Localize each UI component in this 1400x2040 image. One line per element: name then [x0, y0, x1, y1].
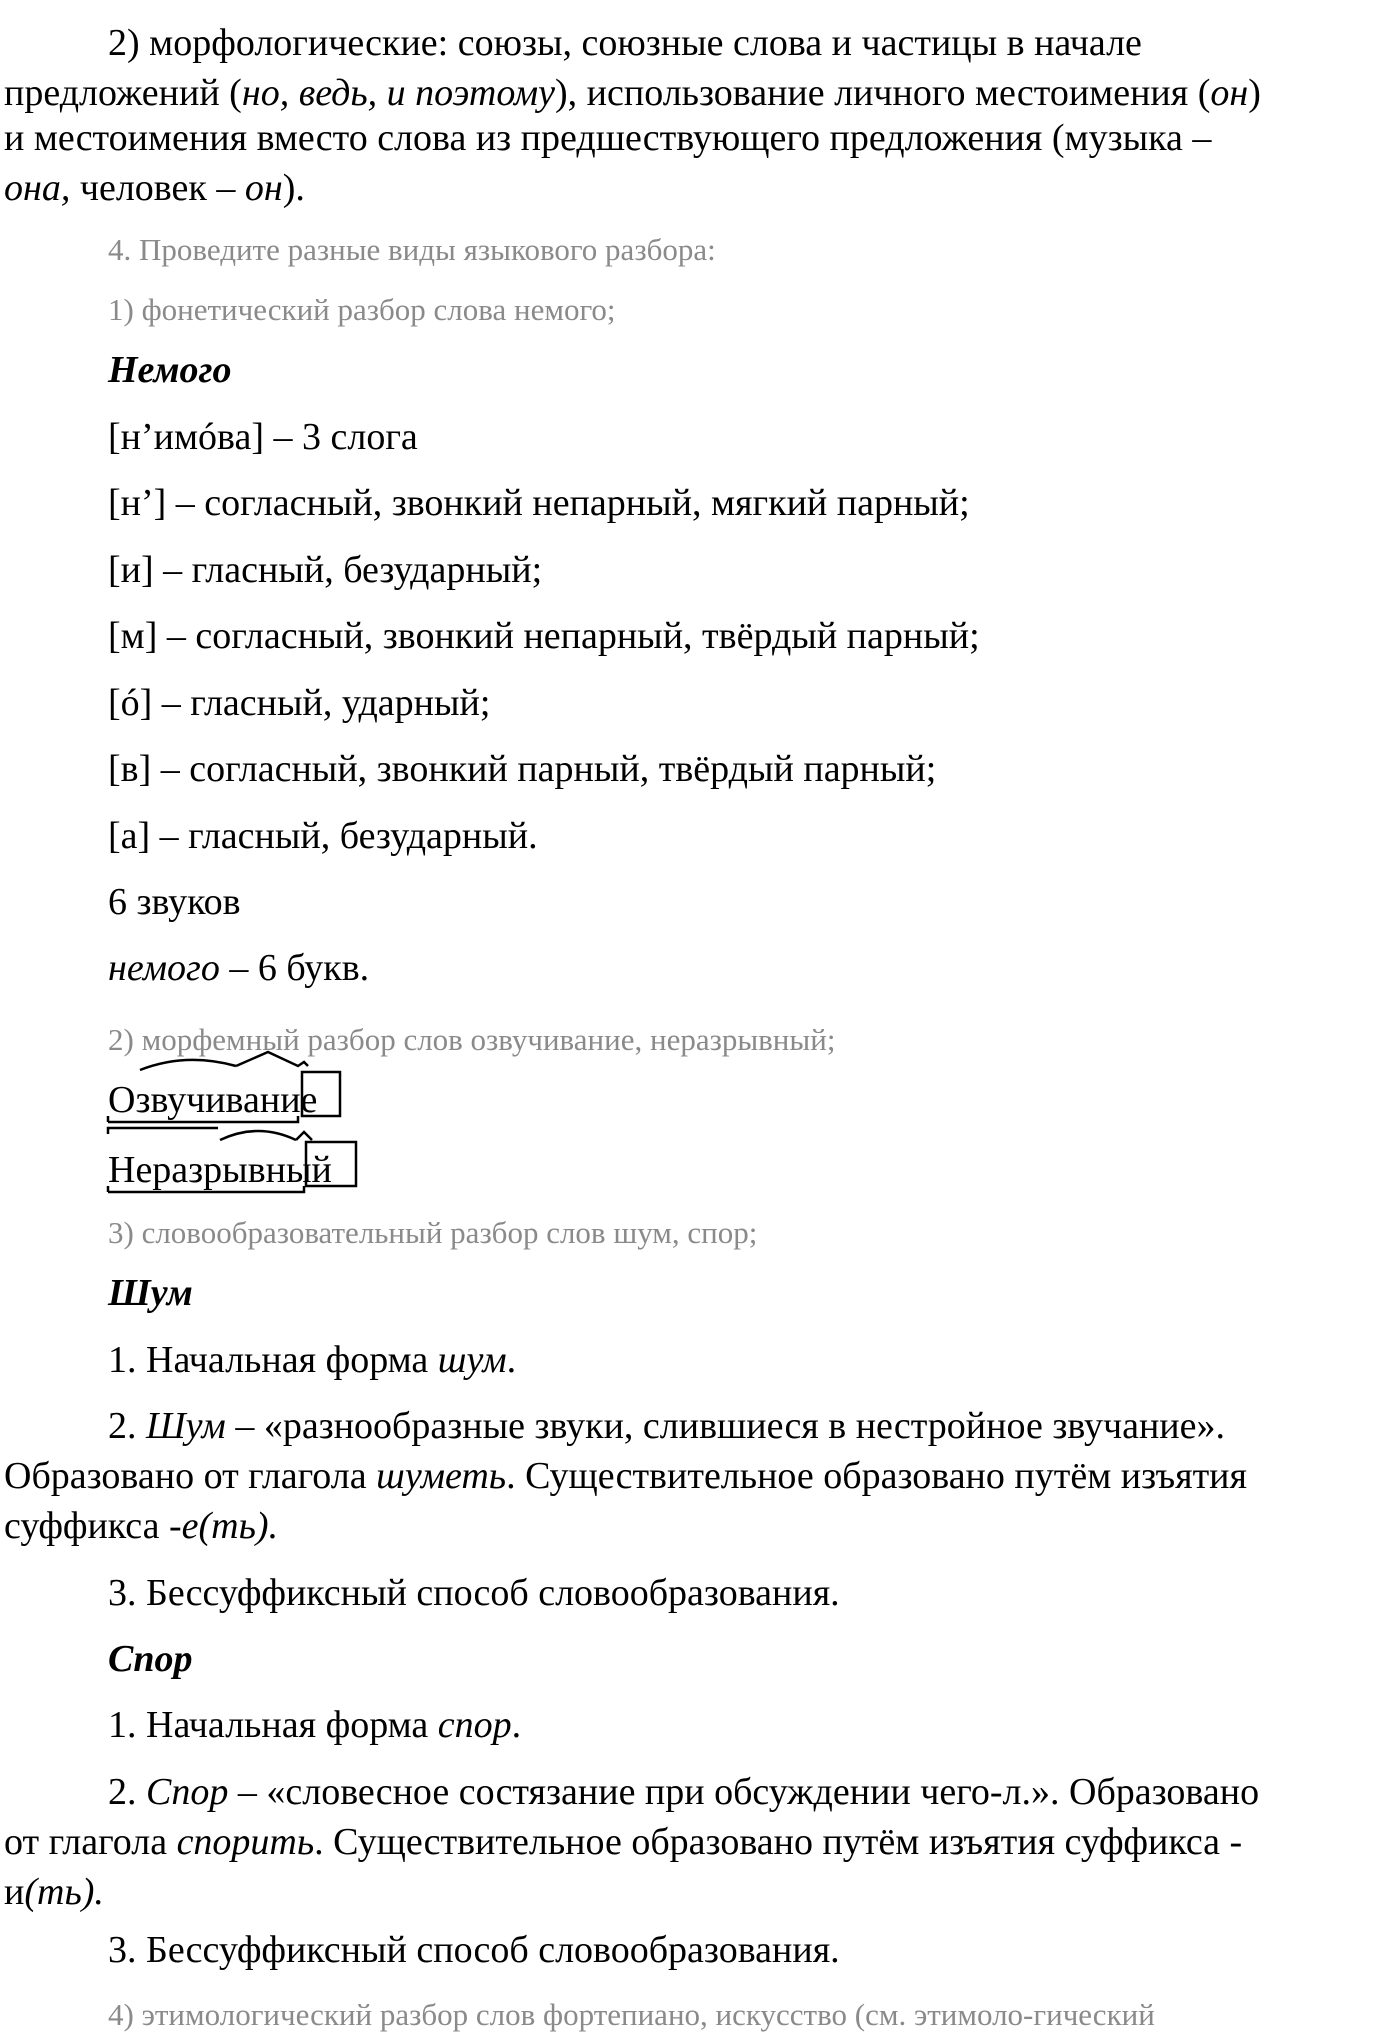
word-heading: Немого — [108, 349, 232, 391]
text: 1. Начальная форма — [108, 1704, 438, 1746]
text: – «разнообразные звуки, слившиеся в нестройное звучание». — [225, 1405, 1225, 1447]
letter-count — [108, 943, 369, 993]
text: ), использование личного местоимения ( — [555, 72, 1211, 114]
task-subheading: 1) фонетический разбор слова немого; — [108, 292, 616, 327]
list-item — [108, 1700, 521, 1750]
italic-text: шуметь — [376, 1455, 507, 1497]
text: . — [506, 1339, 517, 1381]
text: 2. — [108, 1405, 146, 1447]
italic-text: е(ть). — [181, 1505, 279, 1547]
phonetic-line: [и] – гласный, безударный; — [108, 549, 543, 591]
paragraph-line — [4, 163, 305, 213]
italic-text: спор — [437, 1704, 512, 1746]
list-item-continuation — [4, 1817, 1242, 1867]
text: человек – — [70, 167, 245, 209]
text: ) — [1248, 72, 1261, 114]
italic-text: Шум — [146, 1405, 226, 1447]
text: . Существительное образовано путём изъятия суффикса - — [314, 1821, 1243, 1863]
list-item — [108, 1767, 1259, 1817]
text: – «словесное состязание при обсуждении чего-л.». Образовано — [228, 1771, 1260, 1813]
phonetic-line: [ó] – гласный, ударный; — [108, 682, 491, 724]
text: и — [4, 1871, 25, 1913]
text: ). — [282, 167, 305, 209]
task-subheading: 4) этимологический разбор слов фортепиано, искусство (см. этимоло-гический — [108, 1997, 1155, 2032]
phonetic-line: [н’имóва] – 3 слога — [108, 416, 418, 458]
task-subheading: 3) словообразовательный разбор слов шум, спор; — [108, 1215, 758, 1250]
phonetic-line: [в] – согласный, звонкий парный, твёрдый парный; — [108, 748, 937, 790]
task-subheading: 2) морфемный разбор слов озвучивание, неразрывный; — [108, 1022, 836, 1057]
morpheme-word-text: Неразрывный — [108, 1149, 332, 1191]
sound-count: 6 звуков — [108, 881, 241, 923]
italic-text: он — [244, 167, 283, 209]
italic-text: спорить — [176, 1821, 315, 1863]
list-item-continuation — [4, 1451, 1247, 1501]
word-heading: Шум — [108, 1272, 193, 1314]
italic-text: шум — [437, 1339, 507, 1381]
morpheme-word-1 — [108, 1078, 317, 1122]
italic-text: но, ведь, и поэтому — [241, 72, 555, 114]
italic-text: немого — [108, 947, 220, 989]
list-item-continuation — [4, 1867, 104, 1917]
paragraph-line — [108, 18, 1142, 68]
phonetic-line: [н’] – согласный, звонкий непарный, мягкий парный; — [108, 482, 970, 524]
text: и местоимения вместо слова из предшествующего предложения (музыка – — [4, 117, 1212, 159]
text: от глагола — [4, 1821, 177, 1863]
phonetic-line: [м] – согласный, звонкий непарный, твёрдый парный; — [108, 615, 980, 657]
text: . Существительное образовано путём изъятия — [506, 1455, 1247, 1497]
phonetic-line: [а] – гласный, безударный. — [108, 815, 538, 857]
word-heading: Спор — [108, 1638, 193, 1680]
list-item — [108, 1335, 516, 1385]
italic-text: Спор — [146, 1771, 229, 1813]
paragraph-line — [4, 113, 1211, 163]
italic-text: он — [1210, 72, 1249, 114]
text: Образовано от глагола — [4, 1455, 377, 1497]
text: 2) морфологические: союзы, союзные слова и частицы в начале — [108, 22, 1142, 64]
morpheme-word-2 — [108, 1148, 332, 1192]
text: . — [511, 1704, 522, 1746]
text: суффикса - — [4, 1505, 182, 1547]
text: – 6 букв. — [219, 947, 370, 989]
list-item — [108, 1401, 1225, 1451]
paragraph-line — [4, 68, 1261, 118]
task-heading: 4. Проведите разные виды языкового разбора: — [108, 232, 716, 267]
list-item: 3. Бессуффиксный способ словообразования. — [108, 1572, 840, 1614]
list-item-continuation — [4, 1501, 278, 1551]
text: предложений ( — [4, 72, 242, 114]
italic-text: она, — [4, 167, 71, 209]
text: 1. Начальная форма — [108, 1339, 438, 1381]
italic-text: (ть). — [24, 1871, 104, 1913]
text: 2. — [108, 1771, 146, 1813]
list-item: 3. Бессуффиксный способ словообразования. — [108, 1929, 840, 1971]
morpheme-word-text: Озвучивание — [108, 1079, 318, 1121]
